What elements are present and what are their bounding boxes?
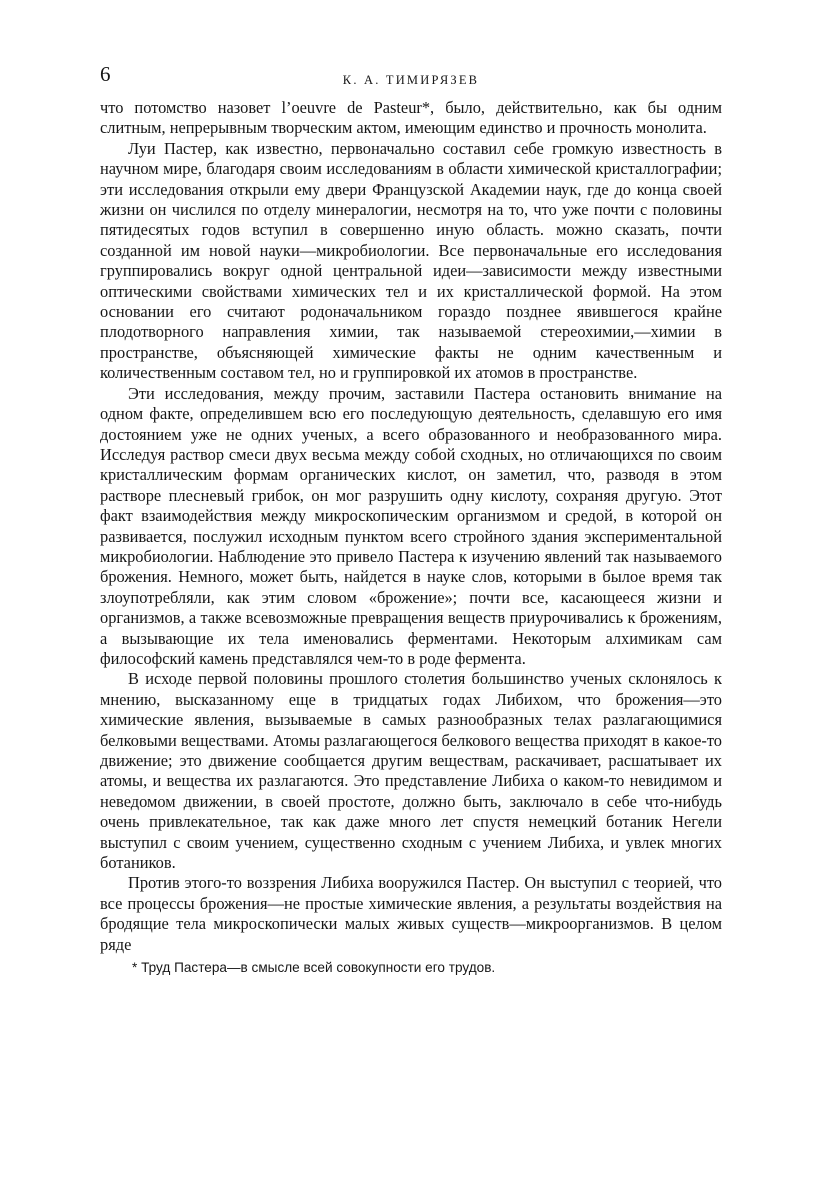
page-number: 6: [100, 62, 111, 86]
paragraph: В исходе первой половины прошлого столетия большинство ученых склонялось к мнению, высказанному еще в тридцатых годах Либихом, что брожения—это химические явления, вызываемые в самых разнообразных телах разлагающимися белковыми веществами. Атомы разлагающегося белкового вещества приходят в какое-то движение; это движение сообщается другим веществам, раскачивает, расшатывает их атомы, и вещества их разлагаются. Это представление Либиха о каком-то невидимом и неведомом движении, в своей простоте, должно быть, заключало в себе что-нибудь очень привлекательное, так как даже много лет спустя немецкий ботаник Негели выступил с своим учением, существенно сходным с учением Либиха, и увлек многих ботаников.: [100, 669, 722, 873]
paragraph: Против этого-то воззрения Либиха вооружился Пастер. Он выступил с теорией, что все процессы брожения—не простые химические явления, а результаты воздействия на бродящие тела микроскопически малых живых существ—микроорганизмов. В целом ряде: [100, 873, 722, 954]
paragraph: Луи Пастер, как известно, первоначально составил себе громкую известность в научном мире, благодаря своим исследованиям в области химической кристаллографии; эти исследования открыли ему двери Французской Академии наук, где до конца своей жизни он числился по отделу минералогии, несмотря на то, что уже почти с половины пятидесятых годов вступил в совершенно иную область. можно сказать, почти созданной им новой науки—микробиологии. Все первоначальные его исследования группировались вокруг одной центральной идеи—зависимости между известными оптическими свойствами химических тел и их кристаллической формой. На этом основании его считают родоначальником гораздо позднее явившегося крайне плодотворного направления химии, так называемой стереохимии,—химии в пространстве, объясняющей химические факты не одним качественным и количественным составом тел, но и группировкой их атомов в пространстве.: [100, 138, 722, 383]
page-header: [100, 62, 722, 98]
running-head: К. А. ТИМИРЯЗЕВ: [342, 73, 480, 87]
book-page: [100, 62, 722, 977]
body-text: [100, 98, 722, 955]
paragraph-continued: что потомство назовет l’oeuvre de Pasteur*, было, действительно, как бы одним слитным, непрерывным творческим актом, имеющим единство и прочность монолита.: [100, 98, 722, 138]
paragraph: Эти исследования, между прочим, заставили Пастера остановить внимание на одном факте, определившем всю его последующую деятельность, сделавшую его имя достоянием уже не одних ученых, а всего образованного и необразованного мира. Исследуя раствор смеси двух весьма между собой сходных, но отличающихся по своим кристаллическим формам органических кислот, он заметил, что, разводя в этом растворе плесневый грибок, он мог разрушить одну кислоту, сохраняя другую. Этот факт взаимодействия между микроскопическим организмом и средой, в которой он развивается, послужил исходным пунктом всего стройного здания экспериментальной микробиологии. Наблюдение это привело Пастера к изучению явлений так называемого брожения. Немного, может быть, найдется в науке слов, которыми в былое время так злоупотребляли, как этим словом «брожение»; почти все, касающееся жизни и организмов, а также всевозможные превращения веществ приурочивались к брожениям, а вызывающие их тела именовались ферментами. Некоторым алхимикам сам философский камень представлялся чем-то в роде фермента.: [100, 383, 722, 668]
footnote: * Труд Пастера—в смысле всей совокупности его трудов.: [132, 960, 496, 976]
